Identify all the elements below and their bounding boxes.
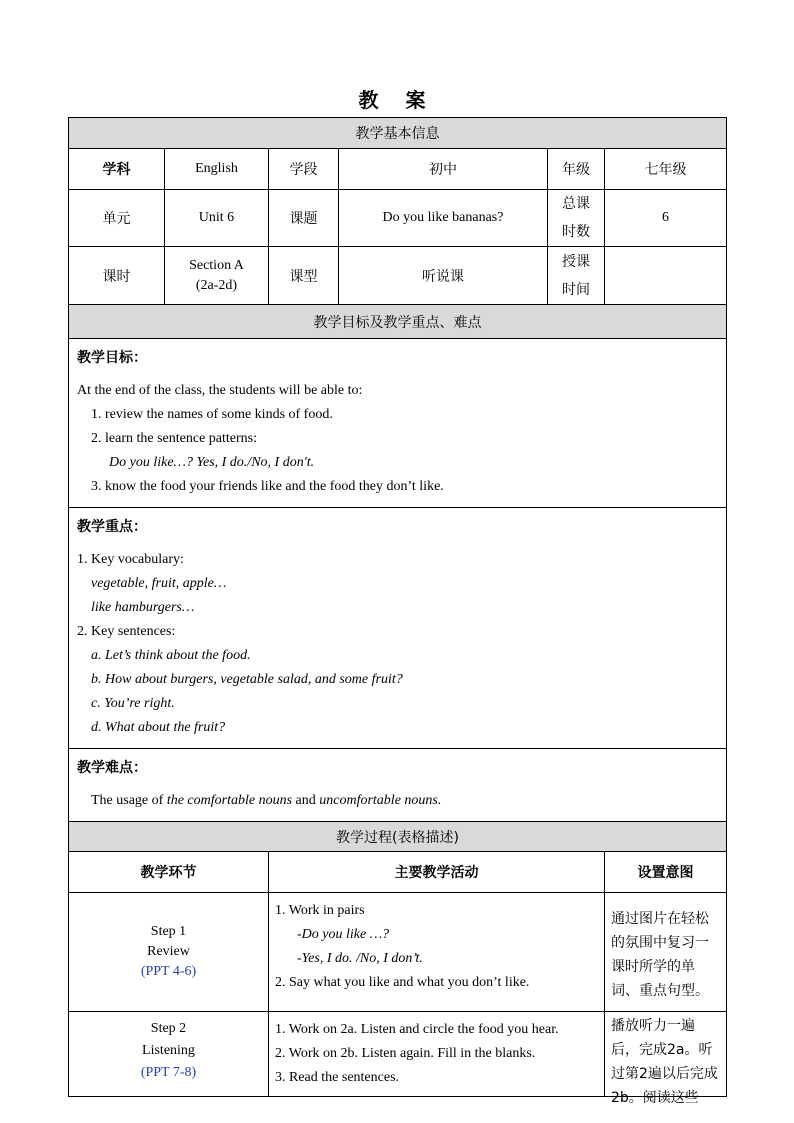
activity-1-line-3: -Yes, I do. /No, I don’t. <box>297 951 423 966</box>
activity-2-line-3: 3. Read the sentences. <box>275 1070 400 1085</box>
difficulties-term-1: the comfortable nouns <box>166 793 293 808</box>
key-sentences-label: 2. Key sentences: <box>77 624 176 639</box>
stage-label: 学段 <box>269 149 339 190</box>
objectives-heading: 教学目标： <box>77 350 147 366</box>
step-1-ppt: (PPT 4-6) <box>140 964 197 979</box>
topic-value: Do you like bananas? <box>339 190 548 247</box>
total-hours-label <box>548 190 605 247</box>
process-step-1 <box>69 893 269 1012</box>
objective-item-1: 1. review the names of some kinds of food. <box>91 407 333 422</box>
total-hours-value: 6 <box>605 190 727 247</box>
process-col-step: 教学环节 <box>69 852 269 893</box>
objectives-intro: At the end of the class, the students will be able to: <box>77 383 363 398</box>
subject-label: 学科 <box>69 149 165 190</box>
teaching-time-label <box>548 247 605 305</box>
step-1-number: Step 1 <box>150 924 187 939</box>
step-1-name: Review <box>147 944 190 959</box>
lesson-plan-table <box>68 117 727 1106</box>
grade-value: 七年级 <box>605 149 727 190</box>
period-label: 课时 <box>69 247 165 305</box>
unit-value: Unit 6 <box>165 190 269 247</box>
activity-2-line-2: 2. Work on 2b. Listen again. Fill in the blanks. <box>275 1046 536 1061</box>
difficulties-term-2: uncomfortable nouns. <box>319 793 442 808</box>
key-sentence-a: a. Let’s think about the food. <box>91 648 251 663</box>
goals-header: 教学目标及教学重点、难点 <box>69 305 727 339</box>
step-2-ppt: (PPT 7-8) <box>140 1065 197 1080</box>
key-sentence-b: b. How about burgers, vegetable salad, and some fruit? <box>91 672 403 687</box>
period-value <box>165 247 269 305</box>
period-value-line1: Section A <box>189 257 244 273</box>
difficulties-section <box>69 749 727 822</box>
process-activity-2 <box>269 1012 605 1097</box>
grade-label: 年级 <box>548 149 605 190</box>
key-vocabulary-label: 1. Key vocabulary: <box>77 552 184 567</box>
basic-info-header: 教学基本信息 <box>69 118 727 149</box>
process-header: 教学过程(表格描述) <box>69 822 727 852</box>
document-title: 教 案 <box>358 88 436 112</box>
objective-item-2: 2. learn the sentence patterns: <box>91 431 257 446</box>
teaching-time-label-line2: 时间 <box>562 281 590 298</box>
process-intent-2 <box>605 1012 727 1106</box>
process-intent-2-text: 播放听力一遍后，完成2a。听过第2遍以后完成2b。阅读这些 <box>611 1018 718 1106</box>
total-hours-label-line2: 时数 <box>562 224 590 240</box>
lesson-type-value: 听说课 <box>339 247 548 305</box>
process-col-intent: 设置意图 <box>605 852 727 893</box>
unit-label: 单元 <box>69 190 165 247</box>
difficulties-text-pre: The usage of <box>91 793 167 808</box>
key-sentence-d: d. What about the fruit? <box>91 720 226 735</box>
difficulties-heading: 教学难点： <box>77 760 147 776</box>
objectives-section <box>69 339 727 508</box>
subject-value: English <box>165 149 269 190</box>
activity-1-line-1: 1. Work in pairs <box>275 903 365 918</box>
key-points-section <box>69 508 727 749</box>
activity-1-line-4: 2. Say what you like and what you don’t like. <box>275 975 530 990</box>
key-vocabulary-line-1: vegetable, fruit, apple… <box>91 576 227 591</box>
objective-item-3: 3. know the food your friends like and the food they don’t like. <box>91 479 444 494</box>
activity-1-line-2: -Do you like …? <box>297 927 390 942</box>
period-value-line2: (2a-2d) <box>195 277 238 293</box>
step-2-number: Step 2 <box>150 1021 187 1036</box>
activity-2-line-1: 1. Work on 2a. Listen and circle the food you hear. <box>275 1022 559 1037</box>
objective-item-2-example: Do you like…? Yes, I do./No, I don't. <box>109 455 315 470</box>
topic-label: 课题 <box>269 190 339 247</box>
stage-value: 初中 <box>339 149 548 190</box>
process-step-2 <box>69 1012 269 1097</box>
key-vocabulary-line-2: like hamburgers… <box>91 600 195 615</box>
key-points-heading: 教学重点： <box>77 519 147 535</box>
teaching-time-label-line1: 授课 <box>562 253 590 270</box>
lesson-type-label: 课型 <box>269 247 339 305</box>
key-sentence-c: c. You’re right. <box>91 696 175 711</box>
step-2-name: Listening <box>142 1043 195 1058</box>
process-intent-1: 通过图片在轻松的氛围中复习一课时所学的单词、重点句型。 <box>605 893 727 1012</box>
process-activity-1 <box>269 893 605 1012</box>
process-col-activity: 主要教学活动 <box>269 852 605 893</box>
teaching-time-value <box>605 247 727 305</box>
difficulties-text <box>77 789 718 813</box>
total-hours-label-line1: 总课 <box>562 196 590 212</box>
difficulties-text-mid: and <box>292 793 320 808</box>
